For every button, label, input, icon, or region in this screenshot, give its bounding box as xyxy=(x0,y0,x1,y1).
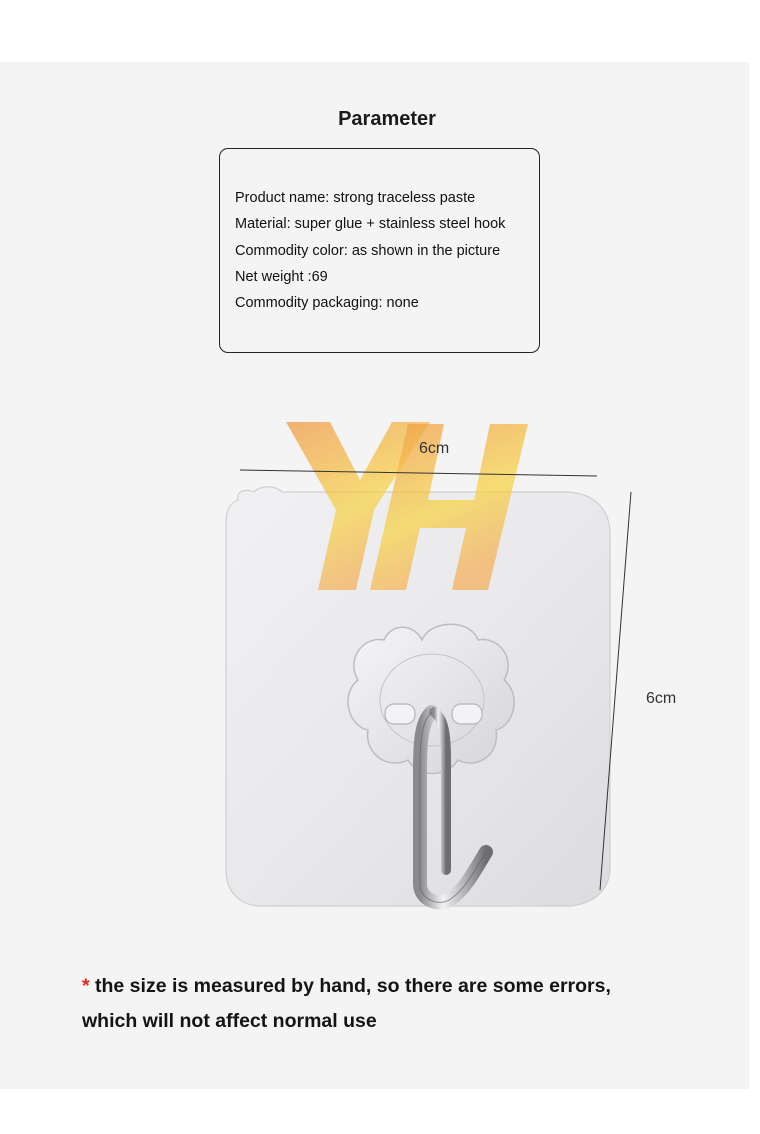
measurement-note-line1 xyxy=(82,975,611,998)
param-packaging: Commodity packaging: none xyxy=(235,295,419,312)
parameter-title: Parameter xyxy=(338,108,436,130)
param-color: Commodity color: as shown in the picture xyxy=(235,242,501,259)
height-label: 6cm xyxy=(646,690,677,707)
hook-peg-right xyxy=(452,704,482,724)
asterisk: * xyxy=(82,975,90,997)
note-text-1: the size is measured by hand, so there are some errors, xyxy=(89,975,611,997)
flower-base xyxy=(348,624,514,773)
param-net-weight: Net weight :69 xyxy=(235,268,328,285)
width-label: 6cm xyxy=(419,440,450,457)
measurement-note-line2: which will not affect normal use xyxy=(82,1010,377,1032)
hook-peg-left xyxy=(385,704,415,724)
param-material: Material: super glue + stainless steel hook xyxy=(235,216,506,233)
param-product-name: Product name: strong traceless paste xyxy=(235,190,476,206)
